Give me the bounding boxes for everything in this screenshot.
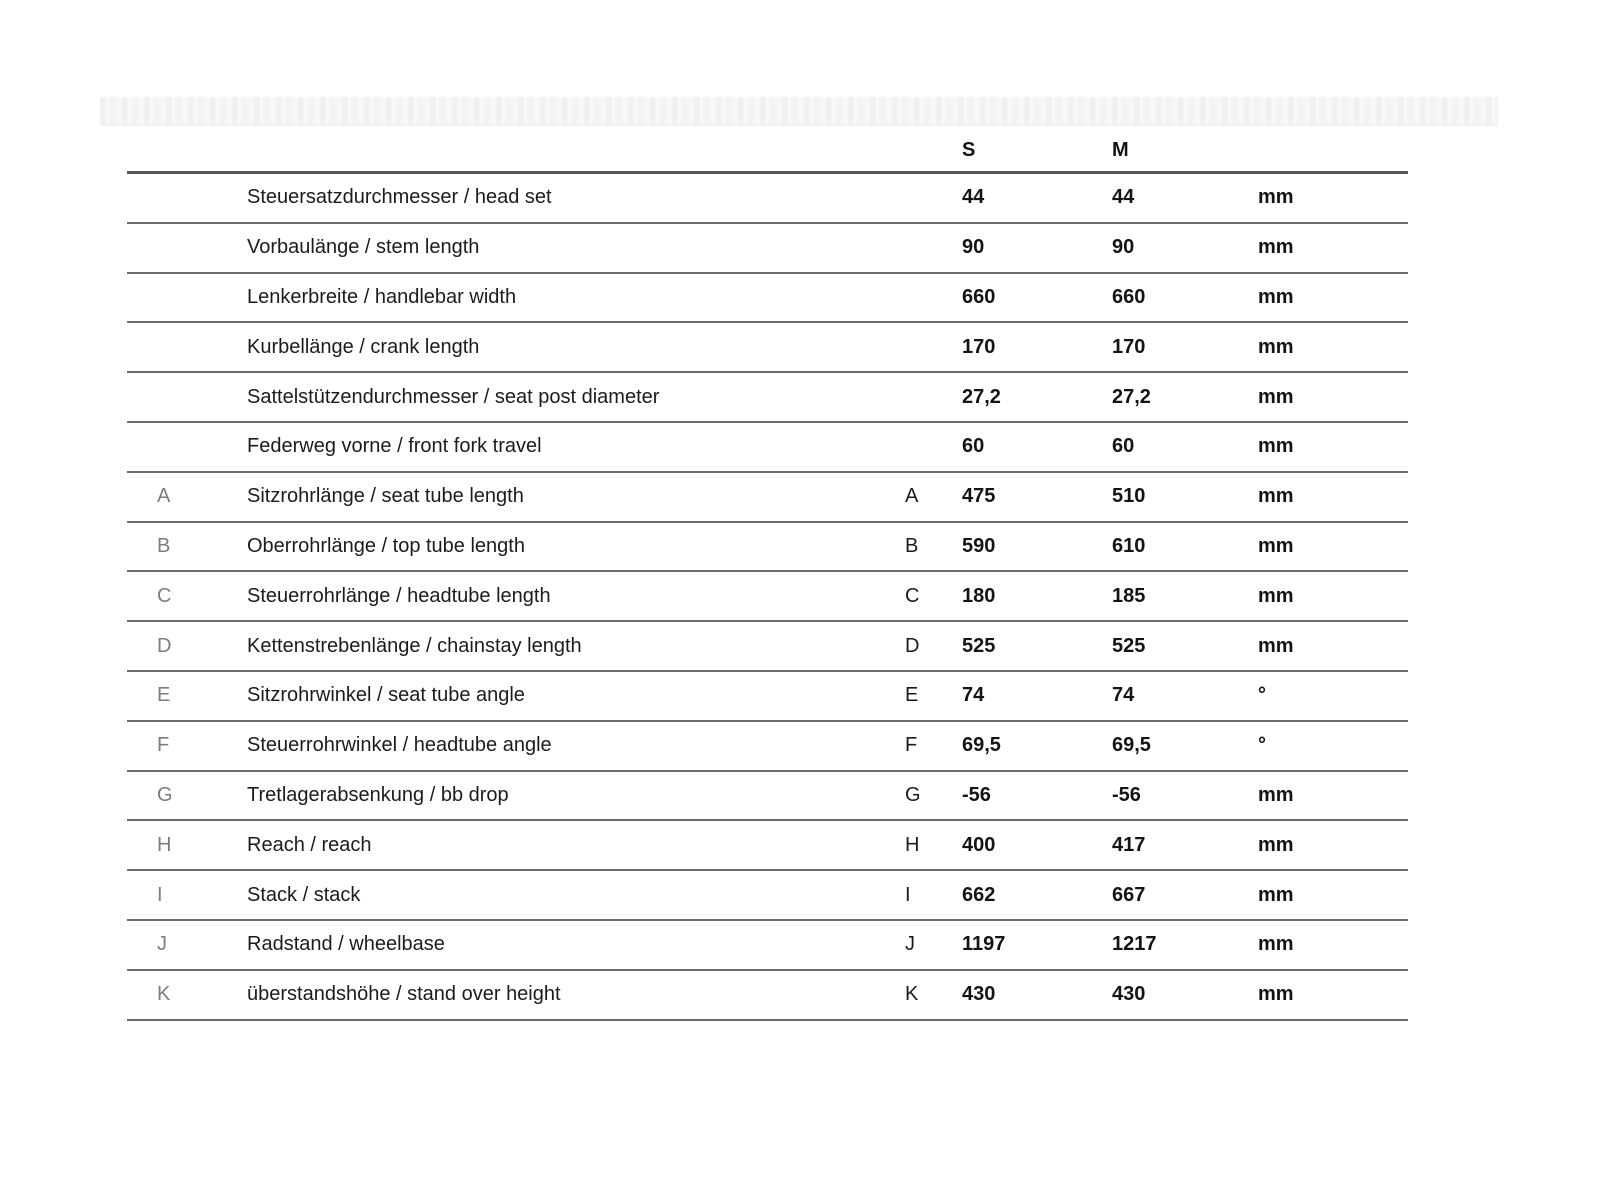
row-label: Tretlagerabsenkung / bb drop xyxy=(247,783,509,806)
table-row xyxy=(127,174,1408,224)
row-letter-repeat: F xyxy=(905,734,918,757)
row-label: Reach / reach xyxy=(247,833,372,856)
row-letter-repeat: G xyxy=(905,783,921,806)
row-letter-repeat: H xyxy=(905,833,920,856)
row-unit: mm xyxy=(1258,634,1294,657)
table-row xyxy=(127,772,1408,822)
column-header-s: S xyxy=(962,139,976,161)
table-row xyxy=(127,871,1408,921)
table-row xyxy=(127,224,1408,274)
row-letter: F xyxy=(157,734,170,757)
row-label: Kettenstrebenlänge / chainstay length xyxy=(247,634,582,657)
row-value-s: 590 xyxy=(962,534,996,557)
row-value-m: 610 xyxy=(1112,534,1146,557)
row-letter-repeat: I xyxy=(905,883,911,906)
row-value-s: 180 xyxy=(962,584,996,607)
row-value-m: 60 xyxy=(1112,435,1135,458)
row-unit: mm xyxy=(1258,285,1294,308)
row-label: überstandshöhe / stand over height xyxy=(247,983,561,1006)
row-label: Sitzrohrlänge / seat tube length xyxy=(247,485,524,508)
row-unit: mm xyxy=(1258,933,1294,956)
row-letter-repeat: D xyxy=(905,634,920,657)
row-value-s: 400 xyxy=(962,833,996,856)
table-row xyxy=(127,821,1408,871)
row-value-m: 510 xyxy=(1112,485,1146,508)
table-row xyxy=(127,373,1408,423)
row-value-s: 69,5 xyxy=(962,734,1001,757)
row-value-s: 662 xyxy=(962,883,996,906)
table-row xyxy=(127,971,1408,1021)
row-letter: A xyxy=(157,485,171,508)
row-unit: mm xyxy=(1258,335,1294,358)
blurred-header-band xyxy=(100,97,1498,126)
row-letter: I xyxy=(157,883,163,906)
row-value-m: 185 xyxy=(1112,584,1146,607)
row-letter-repeat: A xyxy=(905,485,919,508)
table-row xyxy=(127,672,1408,722)
table-row xyxy=(127,622,1408,672)
row-value-s: 170 xyxy=(962,335,996,358)
table-row xyxy=(127,323,1408,373)
row-value-s: 525 xyxy=(962,634,996,657)
row-unit: mm xyxy=(1258,186,1294,209)
row-value-m: 417 xyxy=(1112,833,1146,856)
row-label: Steuerrohrwinkel / headtube angle xyxy=(247,734,552,757)
row-label: Kurbellänge / crank length xyxy=(247,335,480,358)
row-letter-repeat: E xyxy=(905,684,919,707)
row-label: Radstand / wheelbase xyxy=(247,933,445,956)
row-unit: mm xyxy=(1258,385,1294,408)
row-value-s: 660 xyxy=(962,285,996,308)
row-value-s: 90 xyxy=(962,236,985,259)
row-label: Lenkerbreite / handlebar width xyxy=(247,285,517,308)
row-value-m: 667 xyxy=(1112,883,1146,906)
row-unit: mm xyxy=(1258,435,1294,458)
table-body xyxy=(127,174,1408,1021)
row-letter-repeat: J xyxy=(905,933,915,956)
row-letter-repeat: C xyxy=(905,584,920,607)
row-value-m: 1217 xyxy=(1112,933,1157,956)
row-letter: G xyxy=(157,783,173,806)
row-unit: mm xyxy=(1258,236,1294,259)
row-value-s: 430 xyxy=(962,983,996,1006)
row-value-m: 27,2 xyxy=(1112,385,1151,408)
row-value-m: 69,5 xyxy=(1112,734,1151,757)
row-value-s: 44 xyxy=(962,186,985,209)
row-unit: mm xyxy=(1258,534,1294,557)
row-value-s: 74 xyxy=(962,684,985,707)
row-label: Steuersatzdurchmesser / head set xyxy=(247,186,552,209)
row-value-m: 430 xyxy=(1112,983,1146,1006)
table-row xyxy=(127,423,1408,473)
row-unit: mm xyxy=(1258,485,1294,508)
row-letter: D xyxy=(157,634,172,657)
row-letter: H xyxy=(157,833,172,856)
table-row xyxy=(127,274,1408,324)
column-header-m: M xyxy=(1112,139,1129,161)
table-header-row xyxy=(127,130,1408,174)
table-row xyxy=(127,473,1408,523)
row-unit: mm xyxy=(1258,584,1294,607)
row-value-m: 660 xyxy=(1112,285,1146,308)
row-unit: ° xyxy=(1258,734,1266,757)
row-label: Vorbaulänge / stem length xyxy=(247,236,480,259)
row-value-m: 90 xyxy=(1112,236,1135,259)
row-value-s: 475 xyxy=(962,485,996,508)
row-label: Steuerrohrlänge / headtube length xyxy=(247,584,551,607)
row-unit: mm xyxy=(1258,983,1294,1006)
row-letter-repeat: K xyxy=(905,983,919,1006)
row-letter-repeat: B xyxy=(905,534,919,557)
geometry-spec-table xyxy=(127,130,1408,1021)
row-label: Sattelstützendurchmesser / seat post diameter xyxy=(247,385,660,408)
row-letter: E xyxy=(157,684,171,707)
table-row xyxy=(127,523,1408,573)
row-unit: ° xyxy=(1258,684,1266,707)
row-value-s: 27,2 xyxy=(962,385,1001,408)
row-value-m: 170 xyxy=(1112,335,1146,358)
row-letter: J xyxy=(157,933,167,956)
row-value-m: 525 xyxy=(1112,634,1146,657)
row-value-m: 44 xyxy=(1112,186,1135,209)
row-label: Federweg vorne / front fork travel xyxy=(247,435,542,458)
row-unit: mm xyxy=(1258,833,1294,856)
row-value-s: -56 xyxy=(962,783,991,806)
row-letter: K xyxy=(157,983,171,1006)
row-label: Sitzrohrwinkel / seat tube angle xyxy=(247,684,525,707)
table-row xyxy=(127,572,1408,622)
row-letter: C xyxy=(157,584,172,607)
row-letter: B xyxy=(157,534,171,557)
row-value-s: 1197 xyxy=(962,933,1006,956)
table-row xyxy=(127,921,1408,971)
row-value-s: 60 xyxy=(962,435,985,458)
row-unit: mm xyxy=(1258,883,1294,906)
row-unit: mm xyxy=(1258,783,1294,806)
row-label: Oberrohrlänge / top tube length xyxy=(247,534,525,557)
row-value-m: -56 xyxy=(1112,783,1141,806)
table-row xyxy=(127,722,1408,772)
row-label: Stack / stack xyxy=(247,883,361,906)
row-value-m: 74 xyxy=(1112,684,1135,707)
